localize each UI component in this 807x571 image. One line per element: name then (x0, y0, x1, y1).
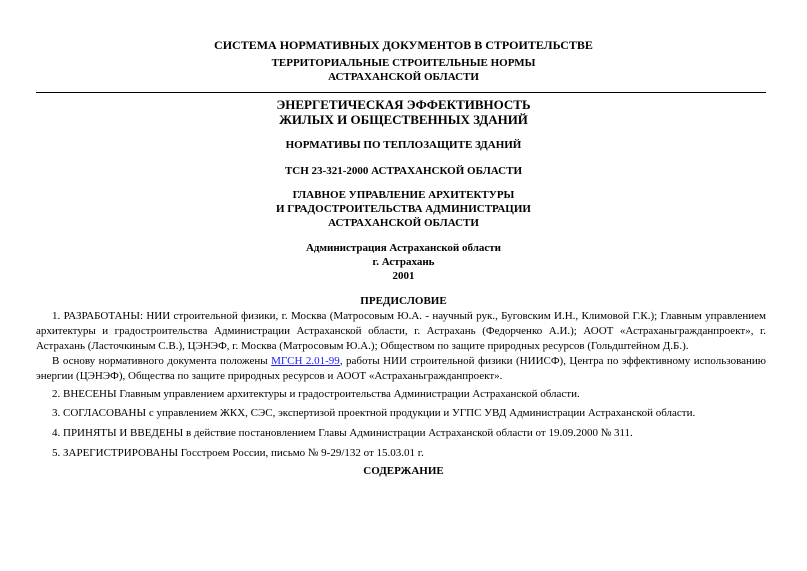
preface-item-2: 2. ВНЕСЕНЫ Главным управлением архитектуры и градостроительства Администрации Астраханской области. (52, 388, 580, 400)
document-title-line2: ЖИЛЫХ И ОБЩЕСТВЕННЫХ ЗДАНИЙ (279, 112, 528, 127)
system-title: СИСТЕМА НОРМАТИВНЫХ ДОКУМЕНТОВ В СТРОИТЕЛЬСТВЕ (214, 38, 593, 52)
preface-item-1: 1. РАЗРАБОТАНЫ: НИИ строительной физики, г. Москва (Матросовым Ю.А. - научный рук., Буговским И.Н., Климовой Г.К.); Главным управлением архитектуры и градостроительства Администрации Астраханской области, г. Астрахань (Федорченко А.И.); АООТ «Астраханьгражданпроект», г. Астрахань (Ласточкиным С.В.), ЦЭНЭФ, г. Москва (Матросовым Ю.А.); Обществом по защите природных ресурсов (Гольдштейном Д.Б.). (36, 310, 766, 352)
preface-item-4: 4. ПРИНЯТЫ И ВВЕДЕНЫ в действие постановлением Главы Администрации Астраханской области от 19.09.2000 № 311. (52, 427, 633, 439)
document-code: ТСН 23-321-2000 АСТРАХАНСКОЙ ОБЛАСТИ (284, 165, 523, 177)
publication-city: г. Астрахань (372, 256, 435, 268)
basis-text-after: , работы НИИ строительной физики (НИИСФ), Центра по эффективному использованию энергии (ЦЭНЭФ), Общества по защите природных ресурсов и АООТ «Астраханьгражданпроект». (36, 355, 766, 382)
organization-line2: И ГРАДОСТРОИТЕЛЬСТВА АДМИНИСТРАЦИИ (276, 203, 531, 215)
territorial-norms-line1: ТЕРРИТОРИАЛЬНЫЕ СТРОИТЕЛЬНЫЕ НОРМЫ (271, 57, 536, 69)
header-divider (36, 92, 766, 93)
document-title-line1: ЭНЕРГЕТИЧЕСКАЯ ЭФФЕКТИВНОСТЬ (276, 97, 531, 112)
mgsn-link[interactable]: МГСН 2.01-99 (271, 355, 340, 367)
preface-heading: ПРЕДИСЛОВИЕ (360, 295, 447, 307)
contents-heading: СОДЕРЖАНИЕ (363, 465, 444, 477)
preface-item-5: 5. ЗАРЕГИСТРИРОВАНЫ Госстроем России, письмо № 9-29/132 от 15.03.01 г. (52, 447, 424, 459)
organization-line1: ГЛАВНОЕ УПРАВЛЕНИЕ АРХИТЕКТУРЫ (292, 189, 515, 201)
territorial-norms-line2: АСТРАХАНСКОЙ ОБЛАСТИ (328, 71, 479, 83)
preface-basis-paragraph (36, 354, 766, 384)
basis-text-before: В основу нормативного документа положены (52, 355, 272, 367)
publication-year: 2001 (392, 270, 415, 282)
publisher: Администрация Астраханской области (305, 242, 501, 254)
preface-item-3: 3. СОГЛАСОВАНЫ с управлением ЖКХ, СЭС, экспертизой проектной продукции и УГПС УВД Администрации Астраханской области. (52, 407, 696, 419)
document-subtitle: НОРМАТИВЫ ПО ТЕПЛОЗАЩИТЕ ЗДАНИЙ (285, 139, 522, 151)
organization-line3: АСТРАХАНСКОЙ ОБЛАСТИ (328, 217, 479, 229)
